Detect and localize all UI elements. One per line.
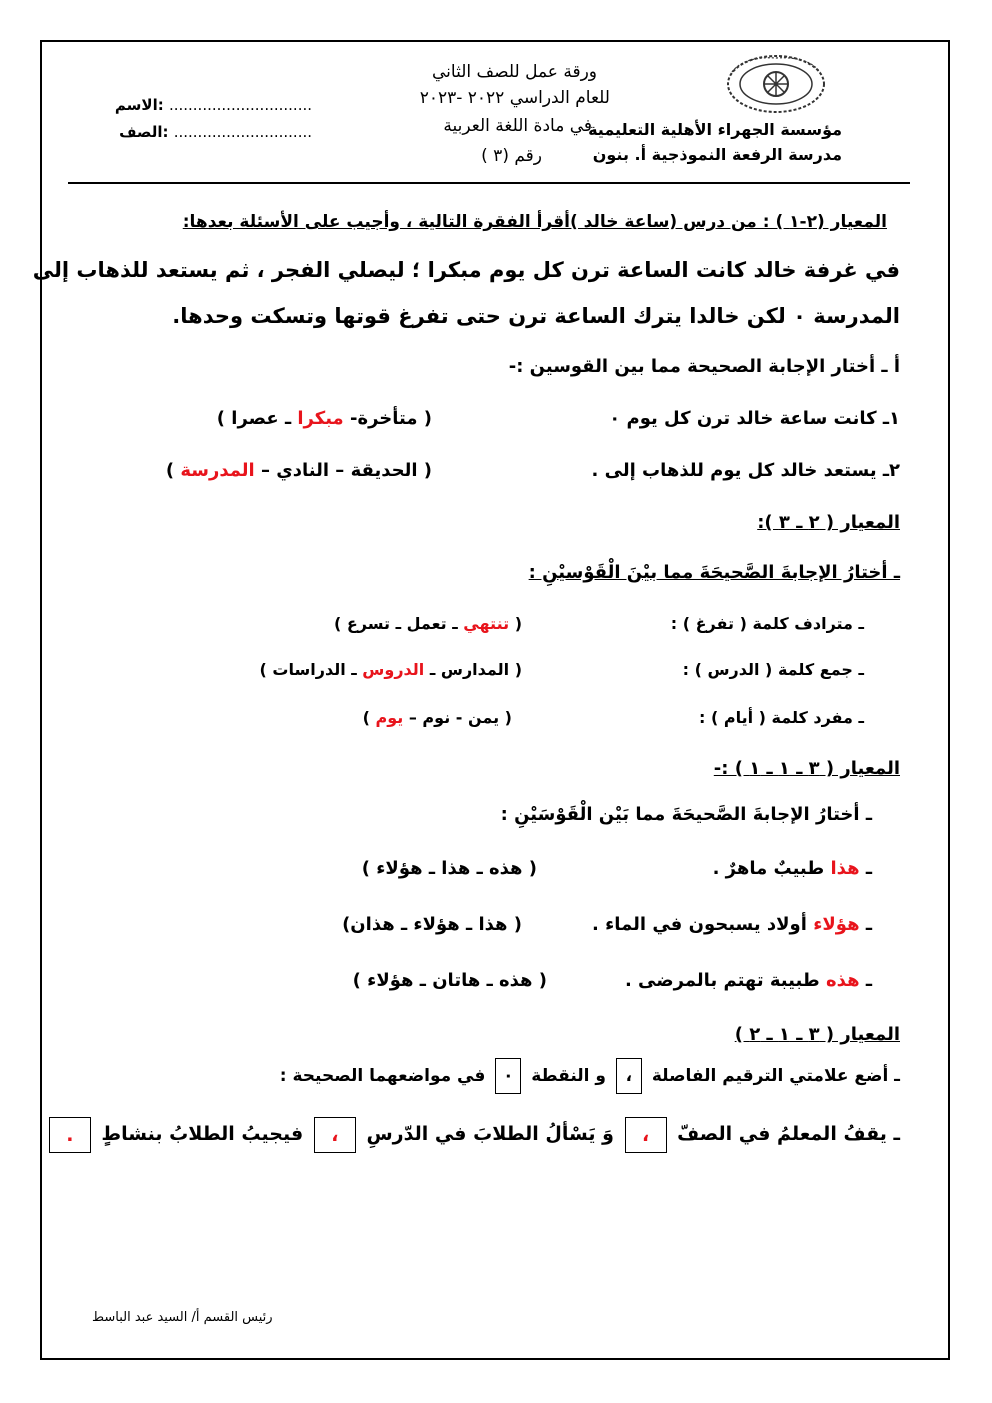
comma-sample-box: ، xyxy=(616,1058,642,1094)
q1-option-rest: ـ عصرا ) xyxy=(216,408,292,429)
q2-answer[interactable]: المدرسة xyxy=(180,460,255,481)
s2-item-2-label: ـ جمع كلمة ( الدرس ) : xyxy=(682,660,864,679)
name-field[interactable] xyxy=(115,96,312,114)
instr-part-3: في مواضعهما الصحيحة : xyxy=(279,1066,486,1086)
s2-item-1-rest: ـ تعمل ـ تسرع ) xyxy=(333,614,458,633)
s2-item-2-answer[interactable]: الدروس xyxy=(362,660,425,679)
s2-item-3-rest: ) xyxy=(362,708,370,727)
sentence-part-1: ـ يقفُ المعلمُ في الصفّ xyxy=(677,1123,900,1145)
s3-item-3-dash: ـ xyxy=(865,970,872,991)
paragraph-line-1: في غرفة خالد كانت الساعة ترن كل يوم مبكرا ؛ ليصلي الفجر ، ثم يستعد للذهاب إلى xyxy=(32,258,900,282)
header-divider xyxy=(68,182,910,184)
instr-part-1: ـ أضع علامتي الترقيم الفاصلة xyxy=(651,1066,900,1086)
department-head: رئيس القسم أ/ السيد عبد الباسط xyxy=(92,1310,273,1325)
class-blank[interactable]: ............................. xyxy=(173,123,312,141)
s2-item-1-options xyxy=(334,614,522,633)
paragraph-line-2: المدرسة ٠ لكن خالدا يترك الساعة ترن حتى تفرغ قوتها وتسكت وحدها. xyxy=(172,304,900,328)
s2-item-2-rest: ـ الدراسات ) xyxy=(259,660,357,679)
section1-instruction: أ ـ أختار الإجابة الصحيحة مما بين القوسين :- xyxy=(508,356,900,377)
s2-item-1-open: ( xyxy=(514,614,522,633)
section1-heading: المعيار (٢-١ ) : من درس (ساعة خالد )أقرأ الفقرة التالية ، وأجيب على الأسئلة بعدها: xyxy=(182,212,887,232)
worksheet-number: رقم (٣ ) xyxy=(481,146,542,166)
dot-sample-box: ٠ xyxy=(495,1058,521,1094)
sentence-part-2: وَ يَسْألُ الطلابَ في الدّرسِ xyxy=(366,1123,614,1145)
class-label: الصف: xyxy=(119,123,169,141)
s3-item-2-dash: ـ xyxy=(865,914,872,935)
s3-item-2-answer[interactable]: هؤلاء xyxy=(813,914,860,935)
question-2-options xyxy=(166,460,432,481)
s2-item-2-open: ( المدارس ـ xyxy=(429,660,522,679)
instr-part-2: و النقطة xyxy=(531,1066,606,1086)
q1-option-open: ( متأخرة- xyxy=(349,408,432,429)
s3-item-1-answer[interactable]: هذا xyxy=(830,858,860,879)
section2-heading: المعيار ( ٢ ـ ٣ ): xyxy=(757,512,900,533)
question-1-options xyxy=(217,408,432,429)
question-1-text: ١ـ كانت ساعة خالد ترن كل يوم ٠ xyxy=(609,408,900,429)
s3-item-2-options: ( هذا ـ هؤلاء ـ هذان) xyxy=(342,914,522,935)
name-label: الاسم: xyxy=(114,96,164,114)
s2-item-3-options xyxy=(363,708,512,727)
s3-item-3-text: طبيبة تهتم بالمرضى . xyxy=(624,970,820,991)
s3-item-1-text: طبيبٌ ماهرٌ . xyxy=(712,858,825,879)
s3-item-1 xyxy=(713,858,872,879)
s3-item-2 xyxy=(592,914,872,935)
s3-item-3-answer[interactable]: هذه xyxy=(826,970,860,991)
school-name: مدرسة الرفعة النموذجية أ. بنون xyxy=(592,145,842,164)
name-blank[interactable]: .............................. xyxy=(168,96,312,114)
s3-item-3-options: ( هذه ـ هاتان ـ هؤلاء ) xyxy=(352,970,547,991)
section4-instruction xyxy=(280,1056,900,1096)
s2-item-3-label: ـ مفرد كلمة ( أيام ) : xyxy=(699,708,864,727)
s2-item-1-label: ـ مترادف كلمة ( تفرغ ) : xyxy=(670,614,864,633)
q2-option-open: ( الحديقة – النادي – xyxy=(261,460,432,481)
worksheet-title: ورقة عمل للصف الثاني xyxy=(432,62,597,82)
subject-line: في مادة اللغة العربية xyxy=(443,116,592,136)
q2-option-close: ) xyxy=(165,460,175,481)
s2-item-3-open: ( يمن - نوم – xyxy=(408,708,512,727)
section3-instruction: ـ أختارُ الإجابةَ الصَّحيحَةَ مما بَيْن الْقَوْسَيْنِ : xyxy=(500,804,872,825)
punct-box-1[interactable]: ، xyxy=(625,1117,667,1153)
class-field[interactable] xyxy=(119,123,312,141)
s2-item-1-answer[interactable]: تنتهي xyxy=(463,614,510,633)
institution-name: مؤسسة الجهراء الأهلية التعليمية xyxy=(588,120,842,139)
section3-heading: المعيار ( ٣ ـ ١ ـ ١ ) :- xyxy=(713,758,900,779)
q1-answer[interactable]: مبكرا xyxy=(297,408,344,429)
s3-item-2-text: أولاد يسبحون في الماء . xyxy=(592,914,807,935)
s3-item-3 xyxy=(625,970,872,991)
school-year: للعام الدراسي ٢٠٢٢ -٢٠٢٣ xyxy=(419,88,610,108)
school-emblem-icon xyxy=(724,52,828,116)
punct-box-3[interactable]: . xyxy=(49,1117,91,1153)
s2-item-2-options xyxy=(260,660,522,679)
s2-item-3-answer[interactable]: يوم xyxy=(375,708,404,727)
sentence-part-3: فيجيبُ الطلابُ بنشاطٍ xyxy=(101,1123,304,1145)
question-2-text: ٢ـ يستعد خالد كل يوم للذهاب إلى . xyxy=(591,460,900,481)
punctuation-sentence xyxy=(45,1114,900,1154)
page-border xyxy=(40,40,950,1360)
section2-instruction: ـ أختارُ الإجابةَ الصَّحيحَةَ مما بيْنَ الْقَوْسيْنِ : xyxy=(528,562,900,583)
section4-heading: المعيار ( ٣ ـ ١ ـ ٢ ) xyxy=(734,1024,900,1045)
s3-item-1-dash: ـ xyxy=(865,858,872,879)
punct-box-2[interactable]: ، xyxy=(314,1117,356,1153)
s3-item-1-options: ( هذه ـ هذا ـ هؤلاء ) xyxy=(361,858,537,879)
